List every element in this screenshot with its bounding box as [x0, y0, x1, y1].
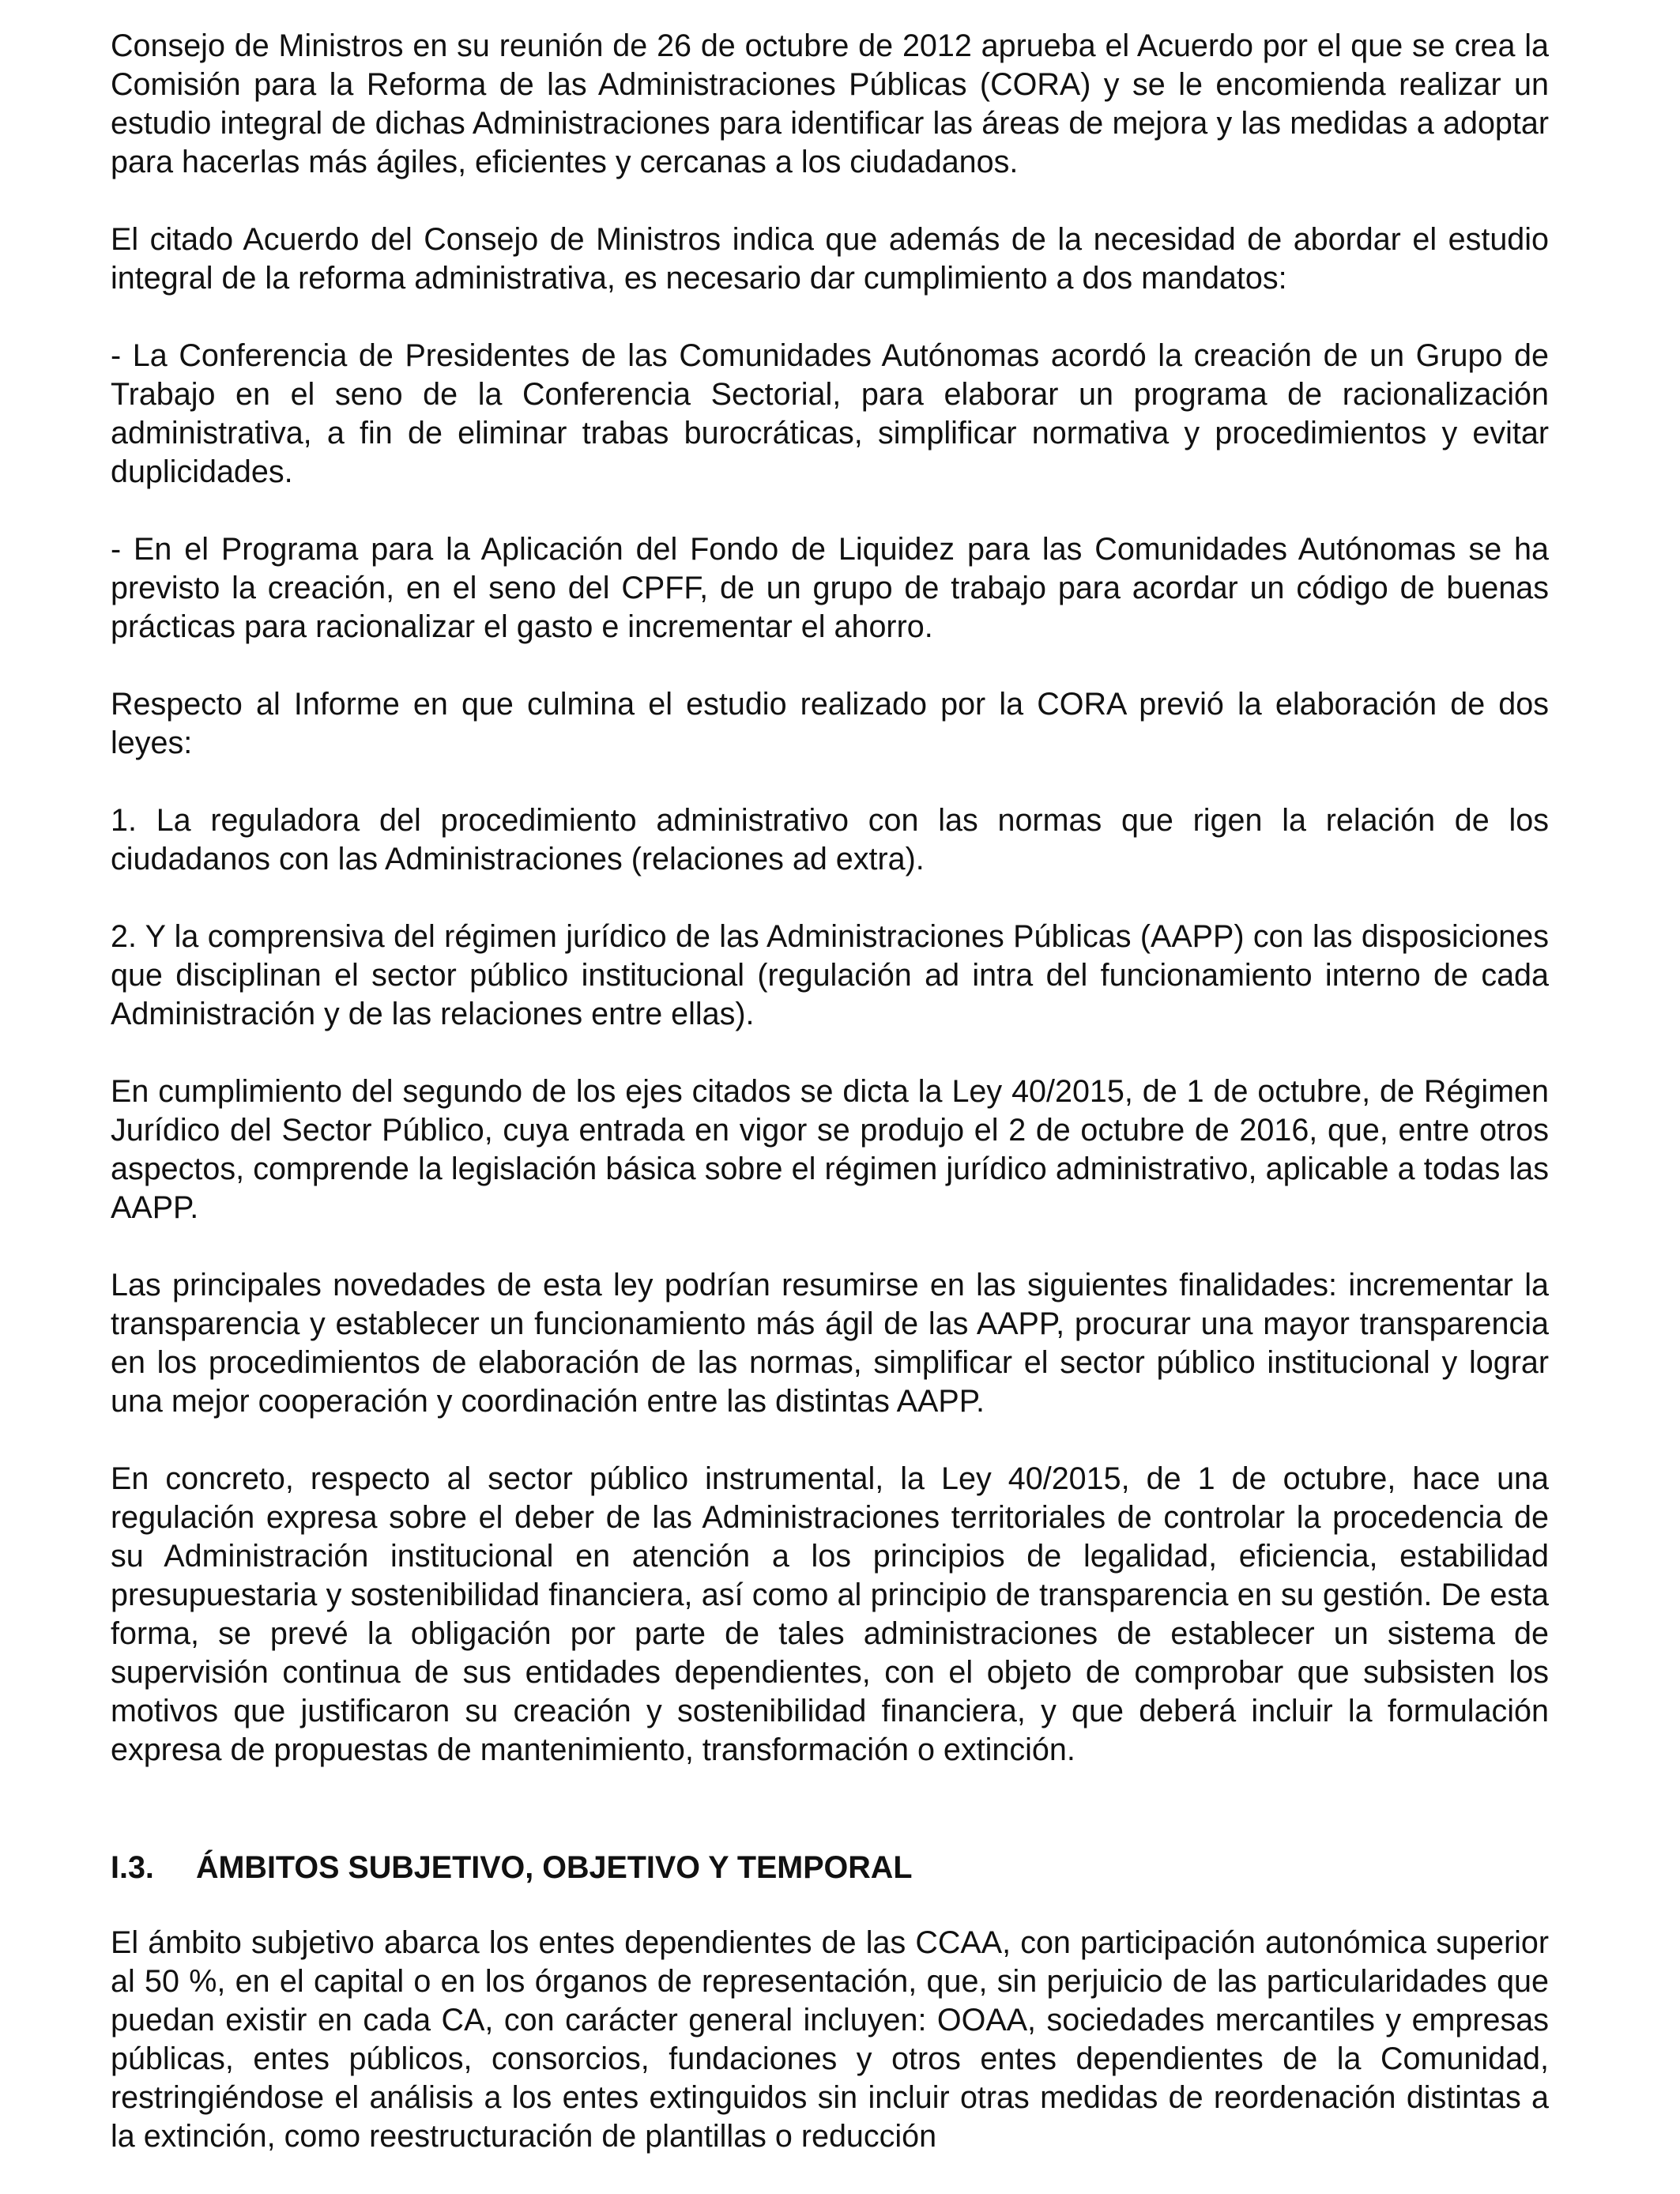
- paragraph-cora-agreement: Consejo de Ministros en su reunión de 26 de octubre de 2012 aprueba el Acuerdo por el que se crea la Comisión para la Reforma de las Administraciones Públicas (CORA) y se le encomienda realizar un estudio integral de dichas Administraciones para identificar las áreas de mejora y las medidas a adoptar para hacerlas más ágiles, eficientes y cercanas a los ciudadanos.: [111, 28, 1549, 179]
- paragraph-ambito-subjetivo: El ámbito subjetivo abarca los entes dependientes de las CCAA, con participación autonómica superior al 50 %, en el capital o en los órganos de representación, que, sin perjuicio de las particularidades que puedan existir en cada CA, con carácter general incluyen: OOAA, sociedades mercantiles y empresas públicas, entes públicos, consorcios, fundaciones y otros entes dependientes de la Comunidad, restringiéndose el análisis a los entes extinguidos sin incluir otras medidas de reordenación distintas a la extinción, como reestructuración de plantillas o reducción: [111, 1925, 1549, 2154]
- paragraph-mandate-conference: - La Conferencia de Presidentes de las Comunidades Autónomas acordó la creación de un Grupo de Trabajo en el seno de la Conferencia Sectorial, para elaborar un programa de racionalización administrativa, a fin de eliminar trabas burocráticas, simplificar normativa y procedimientos y evitar duplicidades.: [111, 338, 1549, 489]
- section-number: I.3.: [111, 1850, 154, 1885]
- section-title: ÁMBITOS SUBJETIVO, OBJETIVO Y TEMPORAL: [196, 1850, 913, 1885]
- paragraph-ley-40-2015: En cumplimiento del segundo de los ejes citados se dicta la Ley 40/2015, de 1 de octubre, de Régimen Jurídico del Sector Público, cuya entrada en vigor se produjo el 2 de octubre de 2016, que, entre otros aspectos, comprende la legislación básica sobre el régimen jurídico administrativo, aplicable a todas las AAPP.: [111, 1074, 1549, 1225]
- paragraph-law-one: 1. La reguladora del procedimiento administrativo con las normas que rigen la relación de los ciudadanos con las Administraciones (relaciones ad extra).: [111, 803, 1549, 876]
- paragraph-sector-instrumental: En concreto, respecto al sector público instrumental, la Ley 40/2015, de 1 de octubre, hace una regulación expresa sobre el deber de las Administraciones territoriales de controlar la procedencia de su Administración institucional en atención a los principios de legalidad, eficiencia, estabilidad presupuestaria y sostenibilidad financiera, así como al principio de transparencia en su gestión. De esta forma, se prevé la obligación por parte de tales administraciones de establecer un sistema de supervisión continua de sus entidades dependientes, con el objeto de comprobar que subsisten los motivos que justificaron su creación y sostenibilidad financiera, y que deberá incluir la formulación expresa de propuestas de mantenimiento, transformación o extinción.: [111, 1461, 1549, 1767]
- paragraph-mandates-intro: El citado Acuerdo del Consejo de Ministros indica que además de la necesidad de abordar el estudio integral de la reforma administrativa, es necesario dar cumplimiento a dos mandatos:: [111, 222, 1549, 296]
- document-page: [111, 27, 1549, 2156]
- paragraph-law-two: 2. Y la comprensiva del régimen jurídico de las Administraciones Públicas (AAPP) con las disposiciones que disciplinan el sector público institucional (regulación ad intra del funcionamiento interno de cada Administración y de las relaciones entre ellas).: [111, 919, 1549, 1031]
- paragraph-novedades: Las principales novedades de esta ley podrían resumirse en las siguientes finalidades: incrementar la transparencia y establecer un funcionamiento más ágil de las AAPP, procurar una mayor transparencia en los procedimientos de elaboración de las normas, simplificar el sector público institucional y lograr una mejor cooperación y coordinación entre las distintas AAPP.: [111, 1268, 1549, 1419]
- paragraph-cora-report: Respecto al Informe en que culmina el estudio realizado por la CORA previó la elaboración de dos leyes:: [111, 687, 1549, 760]
- section-heading: [111, 1849, 1549, 1887]
- paragraph-mandate-liquidity-fund: - En el Programa para la Aplicación del Fondo de Liquidez para las Comunidades Autónomas se ha previsto la creación, en el seno del CPFF, de un grupo de trabajo para acordar un código de buenas prácticas para racionalizar el gasto e incrementar el ahorro.: [111, 532, 1549, 644]
